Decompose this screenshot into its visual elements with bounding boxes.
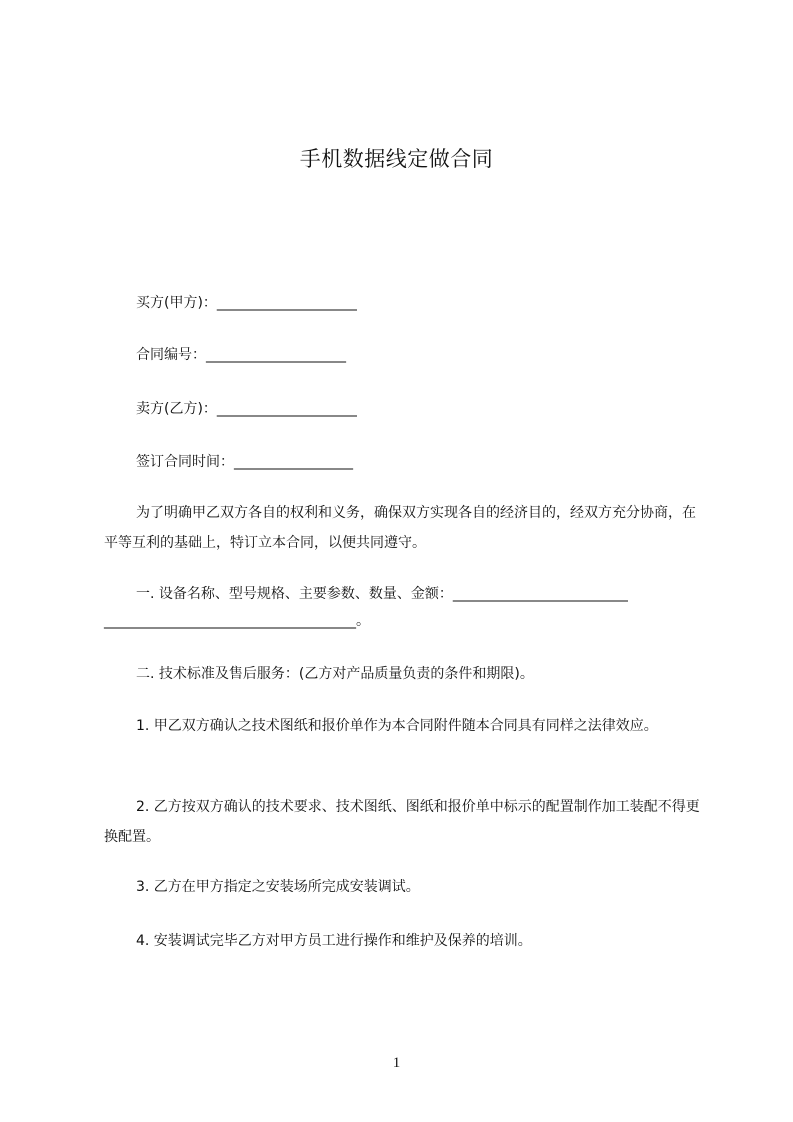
page-number: 1 bbox=[392, 1055, 401, 1071]
sign-time-field: 签订合同时间：_________________ bbox=[136, 454, 353, 470]
section-2-item-2: 2. 乙方按双方确认的技术要求、技术图纸、图纸和报价单中标示的配置制作加工装配不得更换配置。 bbox=[104, 799, 700, 845]
preamble-paragraph: 为了明确甲乙双方各自的权利和义务，确保双方实现各自的经济目的，经双方充分协商，在平等互利的基础上，特订立本合同，以便共同遵守。 bbox=[104, 505, 696, 551]
section-2-heading: 二. 技术标准及售后服务：(乙方对产品质量负责的条件和期限)。 bbox=[136, 666, 534, 682]
buyer-field: 买方(甲方)：____________________ bbox=[136, 295, 357, 311]
section-2-item-3: 3. 乙方在甲方指定之安装场所完成安装调试。 bbox=[136, 879, 420, 895]
section-1-line-2: ____________________________________。 bbox=[104, 613, 370, 629]
section-2-item-1: 1. 甲乙双方确认之技术图纸和报价单作为本合同附件随本合同具有同样之法律效应。 bbox=[136, 718, 658, 734]
section-1-line-1: 一. 设备名称、型号规格、主要参数、数量、金额：_________________________ bbox=[136, 586, 628, 602]
contract-number-field: 合同编号：____________________ bbox=[136, 347, 346, 363]
seller-field: 卖方(乙方)：____________________ bbox=[136, 401, 357, 417]
contract-title: 手机数据线定做合同 bbox=[299, 147, 494, 171]
section-2-item-4: 4. 安装调试完毕乙方对甲方员工进行操作和维护及保养的培训。 bbox=[136, 933, 532, 949]
